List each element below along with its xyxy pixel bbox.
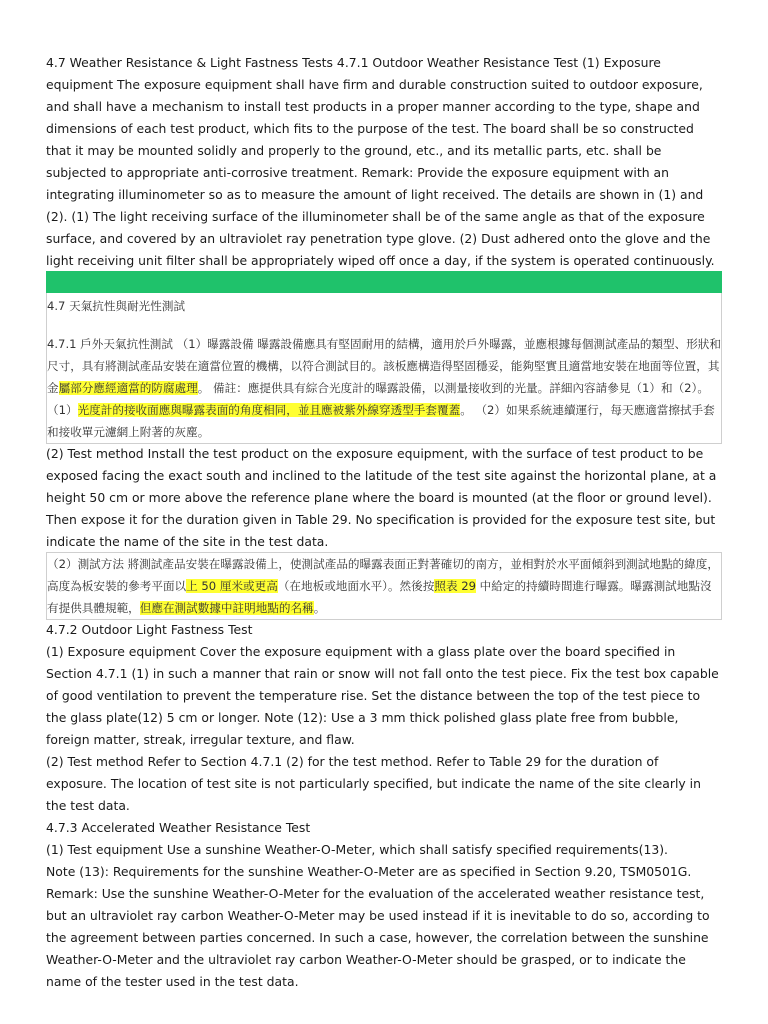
heading-4-7-3: 4.7.3 Accelerated Weather Resistance Test bbox=[46, 820, 311, 835]
english-paragraph-4-7-1: 4.7 Weather Resistance & Light Fastness Tests 4.7.1 Outdoor Weather Resistance Test (1) Exposure equipment The exposure equipment shall have firm and durable construction suited to outdoor exposure, and shall have a mechanism to install test products in a proper manner according to the type, shape and dimensions of each test product, which fits to the purpose of the test. The board shall be so constructed that it may be mounted solidly and properly to the ground, etc., and its metallic parts, etc. shall be subjected to appropriate anti-corrosive treatment. Remark: Provide the exposure equipment with an integrating illuminometer so as to measure the amount of light received. The details are shown in (1) and (2). (1) The light receiving surface of the illuminometer shall be of the same angle as that of the exposure surface, and covered by an ultraviolet ray penetration type glove. (2) Dust adhered onto the glove and the light receiving unit filter shall be appropriately wiped off once a day, if the system is operated continuously. bbox=[46, 55, 715, 268]
highlighted-text: 上 50 厘米或更高 bbox=[186, 579, 278, 593]
translation-divider-bar bbox=[46, 271, 722, 293]
chinese-text: 。 bbox=[313, 601, 326, 615]
paragraph-test-method: (2) Test method Refer to Section 4.7.1 (2) for the test method. Refer to Table 29 for the duration of exposure. The location of test site is not particularly specified, but indicate the name of the site clearly in the test data. bbox=[46, 754, 701, 813]
highlighted-text: 但應在測試數據中註明地點的名稱 bbox=[139, 601, 314, 615]
heading-4-7-2: 4.7.2 Outdoor Light Fastness Test bbox=[46, 622, 253, 637]
chinese-text: 中給定的持續時間進行曝露。曝露測試地點沒有提供具體規範， bbox=[47, 579, 712, 615]
chinese-section-title: 4.7 天氣抗性與耐光性測試 bbox=[47, 299, 186, 313]
english-paragraph-test-method: (2) Test method Install the test product on the exposure equipment, with the surface of test product to be exposed facing the exact south and inclined to the latitude of the test site against the horizontal plane, at a height 50 cm or more above the reference plane where the board is mounted (at the floor or ground level). Then expose it for the duration given in Table 29. No specification is provided for the exposure test site, but indicate the name of the site in the test data. bbox=[46, 446, 717, 549]
chinese-text: （在地板或地面水平）。然後按 bbox=[277, 579, 435, 593]
chinese-translation-box-test-method bbox=[46, 552, 722, 620]
chinese-text: 。 備註：應提供具有綜合光度計的曝露設備，以測量接收到的光量。詳細內容請參見（1）和（2）。 （1） bbox=[47, 381, 709, 417]
highlighted-text: 照表 29 bbox=[434, 579, 476, 593]
chinese-paragraph-4-7-1 bbox=[47, 333, 721, 443]
note-13: Note (13): Requirements for the sunshine Weather-O-Meter are as specified in Section 9.20, TSM0501G. bbox=[46, 864, 692, 879]
remark-paragraph: Remark: Use the sunshine Weather-O-Meter for the evaluation of the accelerated weather resistance test, but an ultraviolet ray carbon Weather-O-Meter may be used instead if it is inevitable to do so, according to the agreement between parties concerned. In such a case, however, the correlation between the sunshine Weather-O-Meter and the ultraviolet ray carbon Weather-O-Meter should be grasped, or to indicate the name of the tester used in the test data. bbox=[46, 886, 710, 989]
chinese-text: 4.7.1 戶外天氣抗性測試 （1）曝露設備 曝露設備應具有堅固耐用的結構，適用於戶外曝露，並應根據每個測試產品的類型、形狀和尺寸，具有將測試產品安裝在適當位置的機構，以符合測試目的。該板應構造得堅固穩妥，能夠堅實且適當地安裝在地面等位置，其金 bbox=[47, 337, 721, 395]
chinese-text: 。 （2）如果系統連續運行，每天應適當擦拭手套和接收單元濾網上附著的灰塵。 bbox=[47, 403, 715, 439]
paragraph-exposure-equipment: (1) Exposure equipment Cover the exposure equipment with a glass plate over the board specified in Section 4.7.1 (1) in such a manner that rain or snow will not fall onto the test piece. Fix the test box capable of good ventilation to prevent the temperature rise. Set the distance between the top of the test piece to the glass plate(12) 5 cm or longer. Note (12): Use a 3 mm thick polished glass plate free from bubble, foreign matter, streak, irregular texture, and flaw. bbox=[46, 644, 719, 747]
english-section-4-7-2-and-4-7-3 bbox=[46, 619, 722, 993]
highlighted-text: 光度計的接收面應與曝露表面的角度相同，並且應被紫外線穿透型手套覆蓋 bbox=[77, 403, 461, 417]
chinese-text: （2）測試方法 將測試產品安裝在曝露設備上，使測試產品的曝露表面正對著確切的南方，並相對於水平面傾斜到測試地點的緯度，高度為板安裝的參考平面以 bbox=[47, 557, 719, 593]
highlighted-text: 屬部分應經適當的防腐處理 bbox=[58, 381, 198, 395]
chinese-translation-box-4-7-1 bbox=[46, 293, 722, 444]
paragraph-test-equipment: (1) Test equipment Use a sunshine Weather-O-Meter, which shall satisfy specified requirements(13). bbox=[46, 842, 668, 857]
